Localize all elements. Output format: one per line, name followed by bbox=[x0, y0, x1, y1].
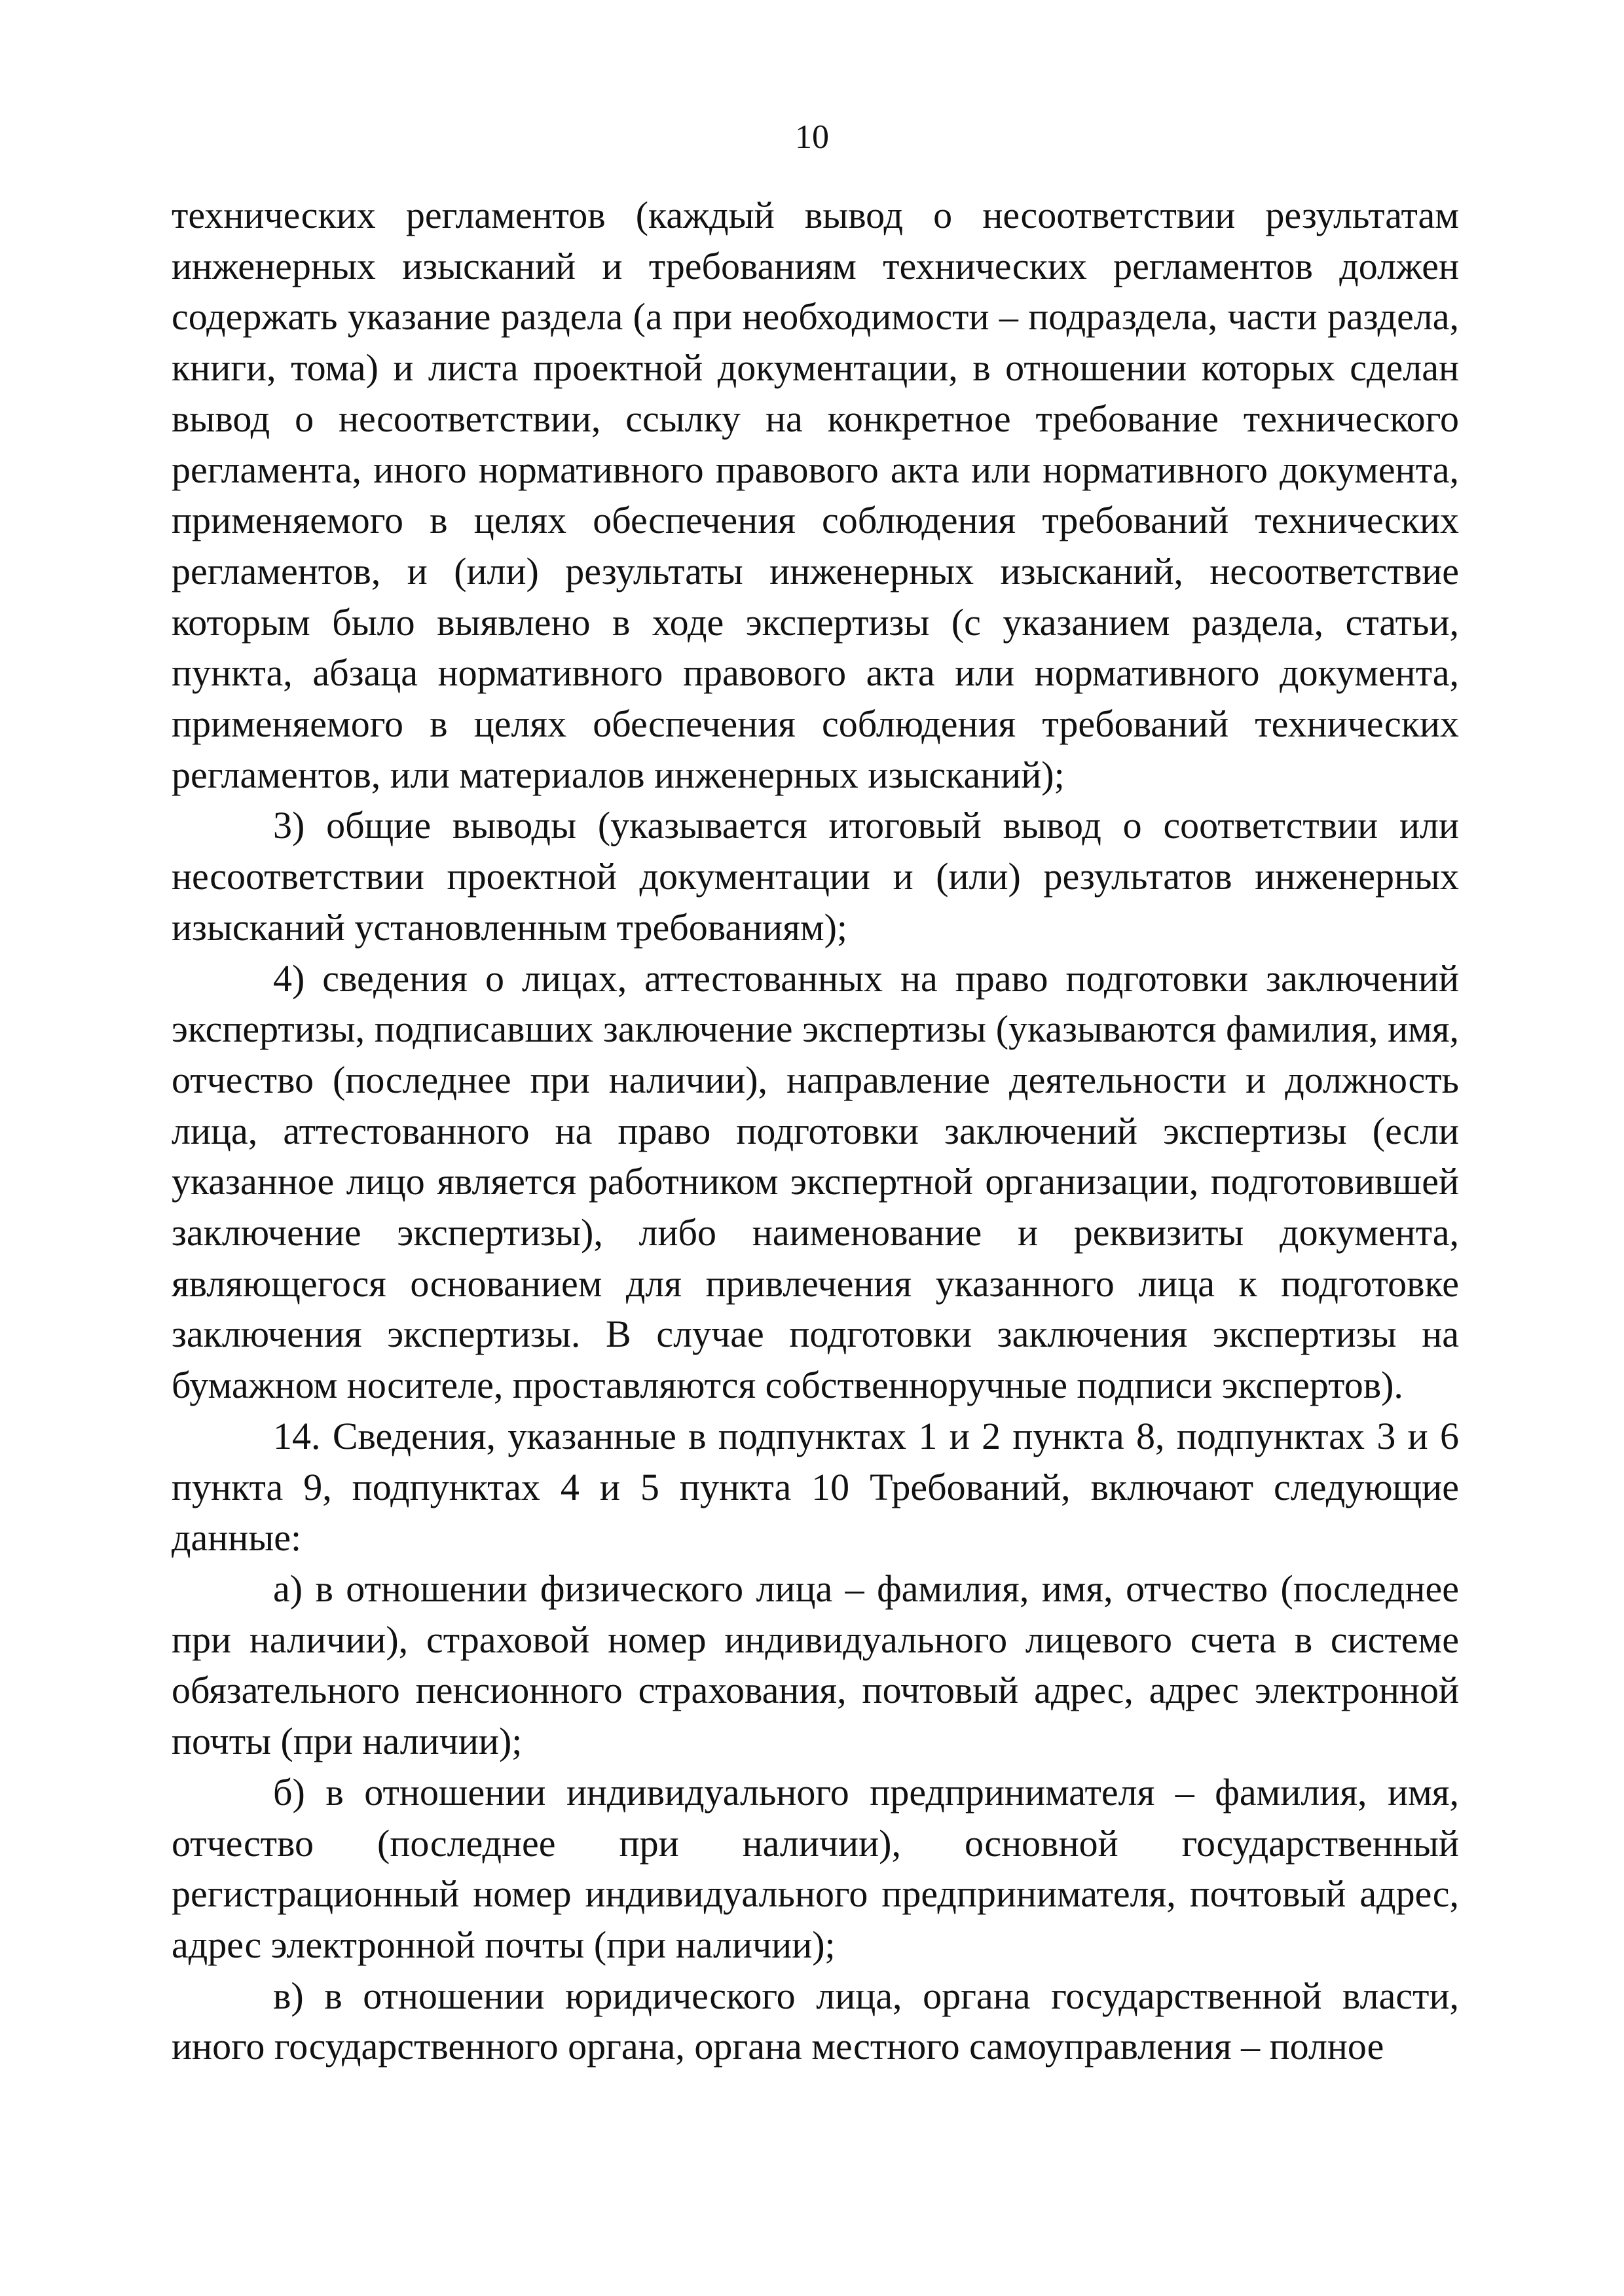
page-number: 10 bbox=[795, 118, 829, 156]
paragraph-clause-14: 14. Сведения, указанные в подпунктах 1 и 2 пункта 8, подпунктах 3 и 6 пункта 9, подпунктах 4 и 5 пункта 10 Требований, включают следующие данные: bbox=[172, 1414, 1459, 1559]
paragraph-item-3: 3) общие выводы (указывается итоговый вывод о соответствии или несоответствии проектной документации и (или) результатов инженерных изысканий установленным требованиям); bbox=[172, 804, 1459, 949]
document-body bbox=[172, 190, 1459, 2072]
paragraph-item-v: в) в отношении юридического лица, органа государственной власти, иного государственного органа, органа местного самоуправления – полное bbox=[172, 1974, 1459, 2068]
paragraph-item-a: а) в отношении физического лица – фамилия, имя, отчество (последнее при наличии), страховой номер индивидуального лицевого счета в системе обязательного пенсионного страхования, почтовый адрес, адрес электронной почты (при наличии); bbox=[172, 1567, 1459, 1763]
paragraph-item-4: 4) сведения о лицах, аттестованных на право подготовки заключений экспертизы, подписавших заключение экспертизы (указываются фамилия, имя, отчество (последнее при наличии), направление деятельности и должность лица, аттестованного на право подготовки заключений экспертизы (если указанное лицо является работником экспертной организации, подготовившей заключение экспертизы), либо наименование и реквизиты документа, являющегося основанием для привлечения указанного лица к подготовке заключения экспертизы. В случае подготовки заключения экспертизы на бумажном носителе, проставляются собственноручные подписи экспертов). bbox=[172, 957, 1459, 1407]
paragraph-continuation: технических регламентов (каждый вывод о несоответствии результатам инженерных изысканий и требованиям технических регламентов должен содержать указание раздела (а при необходимости – подраздела, части раздела, книги, тома) и листа проектной документации, в отношении которых сделан вывод о несоответствии, ссылку на конкретное требование технического регламента, иного нормативного правового акта или нормативного документа, применяемого в целях обеспечения соблюдения требований технических регламентов, и (или) результаты инженерных изысканий, несоответствие которым было выявлено в ходе экспертизы (с указанием раздела, статьи, пункта, абзаца нормативного правового акта или нормативного документа, применяемого в целях обеспечения соблюдения требований технических регламентов, или материалов инженерных изысканий); bbox=[172, 194, 1459, 796]
paragraph-item-b: б) в отношении индивидуального предпринимателя – фамилия, имя, отчество (последнее при наличии), основной государственный регистрационный номер индивидуального предпринимателя, почтовый адрес, адрес электронной почты (при наличии); bbox=[172, 1770, 1459, 1966]
